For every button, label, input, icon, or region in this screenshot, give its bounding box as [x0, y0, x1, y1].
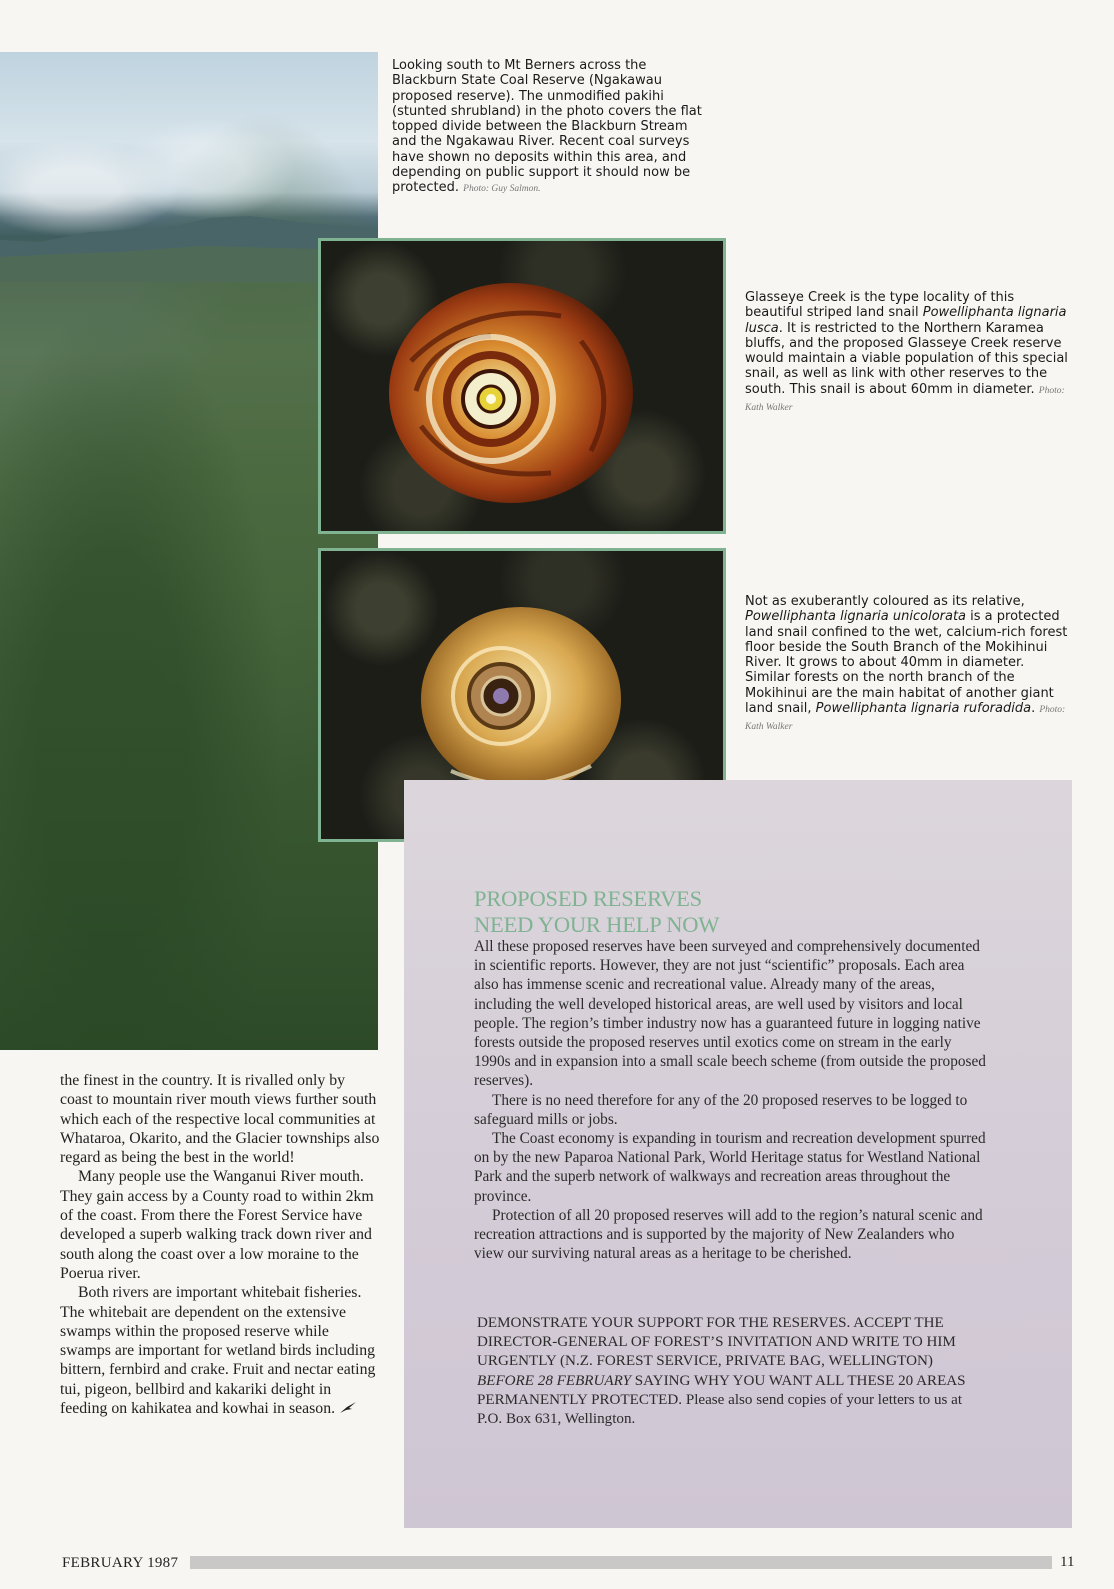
- article-left-column: [60, 1071, 380, 1418]
- striped-snail-caption-text-end: . It is restricted to the Northern Karamea bluffs, and the proposed Glasseye Creek reserve would maintain a viable population of this special snail, as well as link with other reserves to the south. This snail is about 60mm in diameter.: [745, 320, 1068, 397]
- plain-snail-photo-credit: Photo: Kath Walker: [745, 705, 1066, 733]
- striped-snail-photo: [318, 238, 726, 534]
- appeal-body: [474, 937, 986, 1263]
- landscape-photo-credit: Photo: Guy Salmon.: [463, 184, 541, 195]
- appeal-heading-line-2: NEED YOUR HELP NOW: [474, 912, 720, 937]
- appeal-heading-line-1: PROPOSED RESERVES: [474, 886, 702, 911]
- footer-issue-date: FEBRUARY 1987: [62, 1555, 179, 1571]
- appeal-paragraph-2: There is no need therefore for any of the 20 proposed reserves to be logged to safeguard mills or jobs.: [474, 1091, 968, 1128]
- striped-snail-caption: [745, 290, 1073, 416]
- appeal-paragraph-4: Protection of all 20 proposed reserves will add to the region’s natural scenic and recreation attractions and is supported by the majority of New Zealanders who view our surviving natural areas as a heritage to be cherished.: [474, 1206, 983, 1263]
- appeal-paragraph-3: The Coast economy is expanding in tourism and recreation development spurred on by the new Paparoa National Park, World Heritage status for Westland National Park and the superb network of walkways and recreation areas throughout the province.: [474, 1130, 986, 1205]
- appeal-paragraph-1: All these proposed reserves have been surveyed and comprehensively documented in scientific reports. However, they are not just “scientific” proposals. Each area also has immense scenic and recreational value. Already many of the areas, including the well developed historical areas, are well used by visitors and local people. The region’s timber industry now has a guaranteed future in logging native forests outside the proposed reserves until exotics come on stream in the early 1990s and in expansion into a small scale beech scheme (from outside the proposed reserves).: [474, 938, 986, 1090]
- call-to-action-text: DEMONSTRATE YOUR SUPPORT FOR THE RESERVES. ACCEPT THE DIRECTOR-GENERAL OF FOREST’S INVITATION AND WRITE TO HIM URGENTLY (N.Z. FOREST SERVICE, PRIVATE BAG, WELLINGTON): [477, 1315, 956, 1370]
- call-to-action: [477, 1314, 989, 1429]
- article-paragraph-2: Many people use the Wanganui River mouth. They gain access by a County road to within 2km of the coast. From there the Forest Service have developed a superb walking track down river and south along the coast over a low moraine to the Poerua river.: [60, 1168, 374, 1282]
- plain-snail-species: Powelliphanta lignaria unicolorata: [745, 609, 967, 625]
- call-to-action-text-end: SAYING WHY YOU WANT ALL THESE 20 AREAS PERMANENTLY PROTECTED. Please also send copies of your letters to us at P.O. Box 631, Wellington.: [477, 1372, 966, 1428]
- article-paragraph-3-text: Both rivers are important whitebait fisheries. The whitebait are dependent on the extensive swamps within the proposed reserve while swamps are important for wetland birds including bittern, fernbird and crake. Fruit and nectar eating tui, pigeon, bellbird and kakariki delight in feeding on kahikatea and kowhai in season.: [60, 1284, 376, 1418]
- striped-snail-shell-graphic: [321, 241, 723, 531]
- bird-end-mark-icon: [339, 1401, 357, 1415]
- article-paragraph-1: the finest in the country. It is rivalled only by coast to mountain river mouth views further south which each of the respective local communities at Whataroa, Okarito, and the Glacier townships also regard as being the best in the world!: [60, 1072, 380, 1167]
- landscape-caption: [392, 58, 714, 198]
- striped-snail-species: Powelliphanta lignaria lusca: [745, 305, 1067, 336]
- footer-rule: [190, 1556, 1052, 1569]
- striped-snail-photo-credit: Photo: Kath Walker: [745, 385, 1065, 414]
- plain-snail-caption-text-middle: is a protected land snail confined to the wet, calcium-rich forest floor beside the South Branch of the Mokihinui River. It grows to about 40mm in diameter. Similar forests on the north branch of the Mokihinui are the main habitat of another giant land snail,: [745, 609, 1068, 717]
- call-to-action-deadline: BEFORE 28 FEBRUARY: [477, 1372, 631, 1389]
- page-number: 11: [1060, 1554, 1075, 1570]
- striped-snail-caption-text: Glasseye Creek is the type locality of this beautiful striped land snail: [745, 290, 1015, 321]
- plain-snail-caption-text-end: .: [1031, 701, 1036, 717]
- landscape-caption-text: Looking south to Mt Berners across the Blackburn State Coal Reserve (Ngakawau proposed reserve). The unmodified pakihi (stunted shrubland) in the photo covers the flat topped divide between the Blackburn Stream and the Ngakawau River. Recent coal surveys have shown no deposits within this area, and depending on public support it should now be protected.: [392, 58, 702, 196]
- appeal-heading: [474, 886, 974, 938]
- other-snail-species: Powelliphanta lignaria ruforadida: [815, 701, 1032, 717]
- plain-snail-caption-text: Not as exuberantly coloured as its relative,: [745, 594, 1025, 609]
- plain-snail-caption: [745, 594, 1073, 736]
- article-paragraph-3: [60, 1283, 380, 1418]
